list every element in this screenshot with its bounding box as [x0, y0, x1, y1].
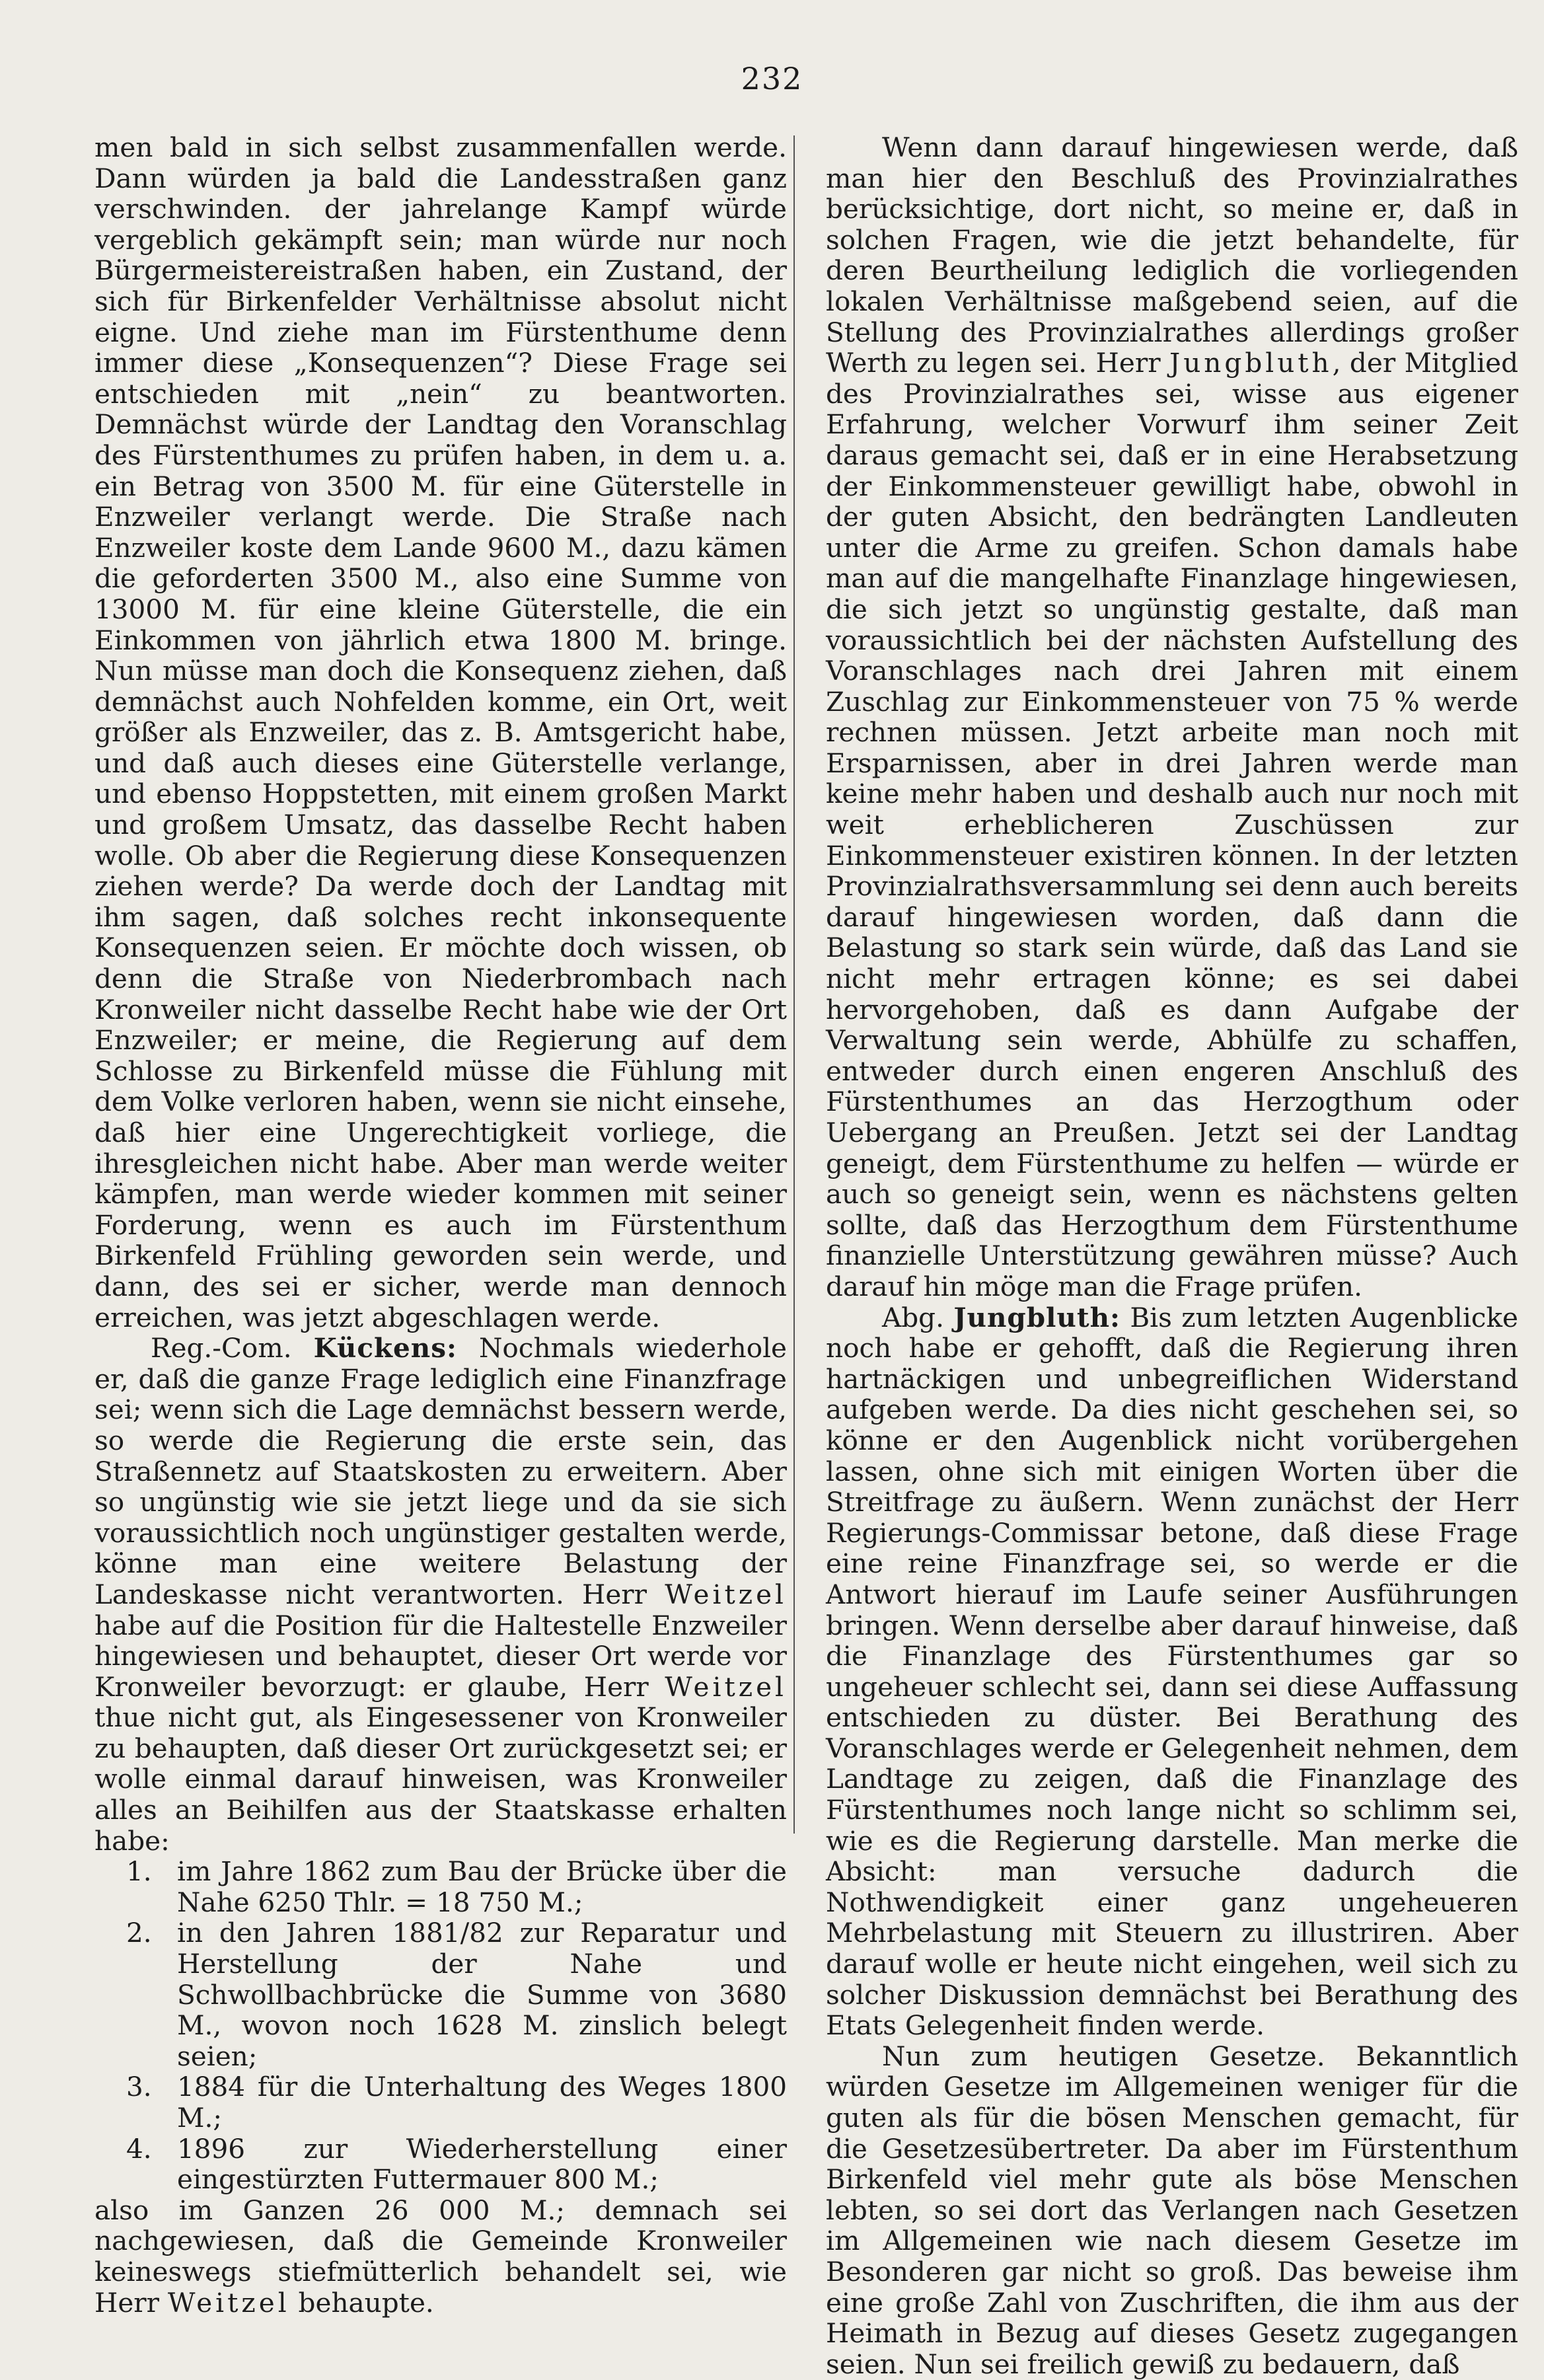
speech-text: Nochmals wiederhole er, daß die ganze Frage lediglich eine Finanzfrage sei; wenn sich die Lage demnächst bessern werde, so werde die Regierung die erste sein, das Straßennetz auf Staatskosten zu erweitern. Aber so ungünstig wie sie jetzt liege und da sie sich voraussichtlich noch ungünstiger gestalten werde, könne man eine weitere Belastung der Landeskasse nicht verantworten. Herr [94, 1332, 787, 1610]
list-number: 3. [126, 2071, 152, 2103]
left-column [94, 132, 787, 2318]
person-name: Weitzel [665, 1578, 787, 1610]
list-number: 2. [126, 1917, 152, 1949]
page-number: 232 [741, 61, 803, 96]
speaker-title: Abg. [882, 1301, 944, 1333]
paragraph: Nun zum heutigen Gesetze. Bekanntlich würden Gesetze im Allgemeinen weniger für die guten als für die bösen Menschen gemacht, für die Gesetzesübertreter. Da aber im Fürstenthum Birkenfeld viel mehr gute als böse Menschen lebten, so sei dort das Verlangen nach Gesetzen im Allgemeinen wie nach diesem Gesetze im Besonderen gar nicht so groß. Das beweise ihm eine große Zahl von Zuschriften, die ihm aus der Heimath in Bezug auf dieses Gesetz zugegangen seien. Nun sei freilich gewiß zu bedauern, daß [826, 2040, 1518, 2380]
list-item [94, 2134, 787, 2195]
speech-text: also im Ganzen 26 000 M.; demnach sei nachgewiesen, daß die Gemeinde Kronweiler keineswegs stiefmütterlich behandelt sei, wie Herr [94, 2194, 787, 2319]
paragraph: men bald in sich selbst zusammenfallen werde. Dann würden ja bald die Landesstraßen ganz verschwinden. der jahrelange Kampf würde vergeblich gekämpft sein; man würde nur noch Bürgermeistereistraßen haben, ein Zustand, der sich für Birkenfelder Verhältnisse absolut nicht eigne. Und ziehe man im Fürstenthume denn immer diese „Konsequenzen“? Diese Frage sei entschieden mit „nein“ zu beantworten. Demnächst würde der Landtag den Voranschlag des Fürstenthumes zu prüfen haben, in dem u. a. ein Betrag von 3500 M. für eine Güterstelle in Enzweiler verlangt werde. Die Straße nach Enzweiler koste dem Lande 9600 M., dazu kämen die geforderten 3500 M., also eine Summe von 13000 M. für eine kleine Güterstelle, die ein Einkommen von jährlich etwa 1800 M. bringe. Nun müsse man doch die Konsequenz ziehen, daß demnächst auch Nohfelden komme, ein Ort, weit größer als Enzweiler, das z. B. Amtsgericht habe, und daß auch dieses eine Güterstelle verlange, und ebenso Hoppstetten, mit einem großen Markt und großem Umsatz, das dasselbe Recht haben wolle. Ob aber die Regierung diese Konsequenzen ziehen werde? Da werde doch der Landtag mit ihm sagen, daß solches recht inkonsequente Konsequenzen seien. Er möchte doch wissen, ob denn die Straße von Niederbrombach nach Kronweiler nicht dasselbe Recht habe wie der Ort Enzweiler; er meine, die Regierung auf dem Schlosse zu Birkenfeld müsse die Fühlung mit dem Volke verloren haben, wenn sie nicht einsehe, daß hier eine Ungerechtigkeit vorliege, die ihresgleichen nicht habe. Aber man werde weiter kämpfen, man werde wieder kommen mit seiner Forderung, wenn es auch im Fürstenthum Birkenfeld Frühling geworden sein werde, und dann, des sei er sicher, werde man dennoch erreichen, was jetzt abgeschlagen werde. [94, 131, 787, 1333]
list-number: 4. [126, 2132, 152, 2165]
person-name: Weitzel [665, 1670, 787, 1703]
list-number: 1. [126, 1855, 152, 1888]
subsidy-list [94, 1856, 787, 2195]
speech-jungbluth [826, 1302, 1518, 2041]
speaker-name: Kückens: [313, 1332, 458, 1364]
speaker-name: Jungbluth: [953, 1301, 1121, 1333]
person-name: Weitzel [167, 2286, 290, 2319]
paragraph [94, 2195, 787, 2318]
list-text: in den Jahren 1881/82 zur Reparatur und Herstellung der Nahe und Schwollbachbrücke die Summe von 3680 M., wovon noch 1628 M. zinslich belegt seien; [177, 1917, 787, 2072]
speech-text: habe auf die Position für die Haltestelle Enzweiler hingewiesen und behauptet, dieser Ort werde vor Kronweiler bevorzugt: er glaube, Herr [94, 1609, 787, 1703]
list-item [94, 2071, 787, 2133]
speech-text: , der Mitglied des Provinzialrathes sei, wisse aus eigener Erfahrung, welcher Vorwurf ihm seiner Zeit daraus gemacht sei, daß er in eine Herabsetzung der Einkommensteuer gewilligt habe, obwohl in der guten Absicht, den bedrängten Landleuten unter die Arme zu greifen. Schon damals habe man auf die mangelhafte Finanzlage hingewiesen, die sich jetzt so ungünstig gestalte, daß man voraussichtlich bei der nächsten Aufstellung des Voranschlages nach drei Jahren mit einem Zuschlag zur Einkommensteuer von 75 % werde rechnen müssen. Jetzt arbeite man noch mit Ersparnissen, aber in drei Jahren werde man keine mehr haben und deshalb auch nur noch mit weit erheblicheren Zuschüssen zur Einkommensteuer existiren können. In der letzten Provinzialrathsversammlung sei denn auch bereits darauf hingewiesen worden, daß dann die Belastung so stark sein würde, daß das Land sie nicht mehr ertragen könne; es sei dabei hervorgehoben, daß es dann Aufgabe der Verwaltung sein werde, Abhülfe zu schaffen, entweder durch einen engeren Anschluß des Fürstenthumes an das Herzogthum oder Uebergang an Preußen. Jetzt sei der Landtag geneigt, dem Fürstenthume zu helfen — würde er auch so geneigt sein, wenn es nächstens gelten sollte, daß das Herzogthum dem Fürstenthume finanzielle Unterstützung gewähren müsse? Auch darauf hin möge man die Frage prüfen. [826, 347, 1519, 1302]
speech-kueckens [94, 1333, 787, 1856]
speech-text: Wenn dann darauf hingewiesen werde, daß man hier den Beschluß des Provinzialrathes berücksichtige, dort nicht, so meine er, daß in solchen Fragen, wie die jetzt behandelte, für deren Beurtheilung lediglich die vorliegenden lokalen Verhältnisse maßgebend seien, auf die Stellung des Provinzialrathes allerdings großer Werth zu legen sei. Herr [826, 131, 1518, 379]
list-text: 1896 zur Wiederherstellung einer eingestürzten Futtermauer 800 M.; [177, 2132, 787, 2196]
list-item [94, 1856, 787, 1917]
speaker-title: Reg.-Com. [151, 1332, 292, 1364]
person-name: Jungbluth [1169, 347, 1333, 379]
speech-text: Bis zum letzten Augenblicke noch habe er gehofft, daß die Regierung ihren hartnäckigen und unbegreiflichen Widerstand aufgeben werde. Da dies nicht geschehen sei, so könne er den Augenblick nicht vorübergehen lassen, ohne sich mit einigen Worten über die Streitfrage zu äußern. Wenn zunächst der Herr Regierungs-Commissar betone, daß diese Frage eine reine Finanzfrage sei, so werde er die Antwort hierauf im Laufe seiner Ausführungen bringen. Wenn derselbe aber darauf hinweise, daß die Finanzlage des Fürstenthumes gar so ungeheuer schlecht sei, dann sei diese Auffassung entschieden zu düster. Bei Berathung des Voranschlages werde er Gelegenheit nehmen, dem Landtage zu zeigen, daß die Finanzlage des Fürstenthumes noch lange nicht so schlimm sei, wie es die Regierung darstelle. Man merke die Absicht: man versuche dadurch die Nothwendigkeit einer ganz ungeheueren Mehrbelastung mit Steuern zu illustriren. Aber darauf wolle er heute nicht eingehen, weil sich zu solcher Diskussion demnächst bei Berathung des Etats Gelegenheit finden werde. [826, 1301, 1518, 2042]
list-text: im Jahre 1862 zum Bau der Brücke über die Nahe 6250 Thlr. = 18 750 M.; [177, 1855, 787, 1918]
list-item [94, 1917, 787, 2071]
speech-text: behaupte. [289, 2286, 434, 2319]
paragraph [826, 132, 1518, 1302]
list-text: 1884 für die Unterhaltung des Weges 1800 M.; [177, 2071, 787, 2134]
speech-text: thue nicht gut, als Eingesessener von Kronweiler zu behaupten, daß dieser Ort zurückgesetzt sei; er wolle einmal darauf hinweisen, was Kronweiler alles an Beihilfen aus der Staatskasse erhalten habe: [94, 1701, 787, 1857]
right-column [826, 132, 1518, 2379]
column-divider [793, 135, 795, 1834]
